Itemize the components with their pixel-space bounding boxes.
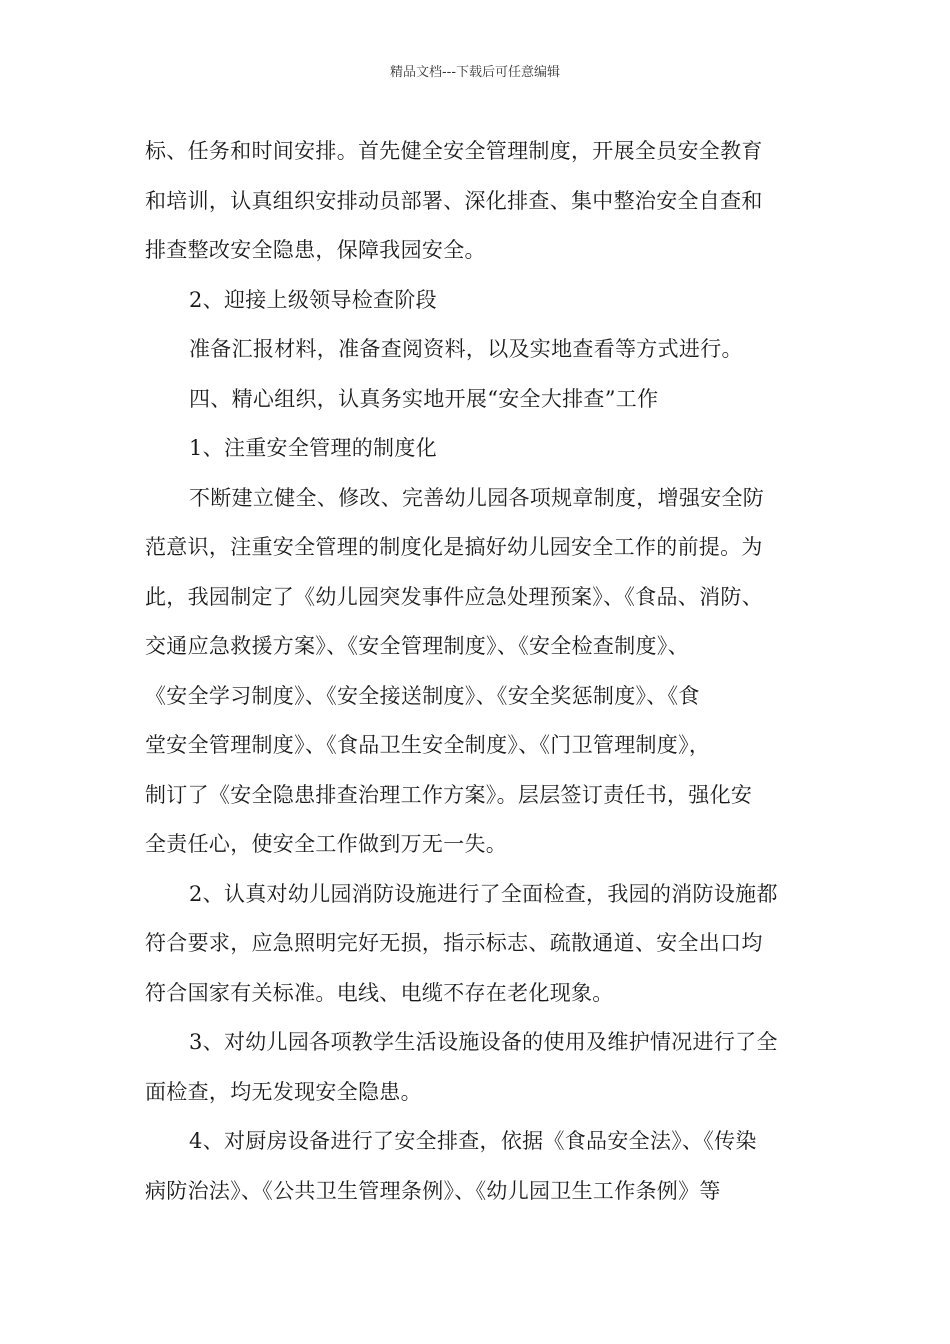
text-line: 准备汇报材料，准备查阅资料，以及实地查看等方式进行。	[189, 337, 743, 361]
page-header: 精品文档---下载后可任意编辑	[389, 65, 561, 80]
text-line: 和培训，认真组织安排动员部署、深化排查、集中整治安全自查和	[145, 188, 763, 213]
text-line: 病防治法》、《公共卫生管理条例》、《幼儿园卫生工作条例》等	[145, 1178, 721, 1203]
text-line: 四、精心组织，认真务实地开展“安全大排查”工作	[189, 386, 659, 411]
text-line: 2、认真对幼儿园消防设施进行了全面检查，我园的消防设施都	[189, 881, 778, 906]
text-line: 3、对幼儿园各项教学生活设施设备的使用及维护情况进行了全	[189, 1030, 778, 1054]
text-line: 《安全学习制度》、《安全接送制度》、《安全奖惩制度》、《食	[145, 683, 700, 708]
text-line: 排查整改安全隐患，保障我园安全。	[145, 238, 486, 262]
text-line: 全责任心，使安全工作做到万无一失。	[145, 832, 508, 856]
text-line: 此，我园制定了《幼儿园突发事件应急处理预案》、《食品、消防、	[145, 584, 763, 609]
text-line: 4、对厨房设备进行了安全排查，依据《食品安全法》、《传染	[189, 1129, 757, 1153]
text-line: 面检查，均无发现安全隐患。	[145, 1079, 422, 1104]
text-line: 标、任务和时间安排。首先健全安全管理制度，开展全员安全教育	[145, 139, 763, 163]
text-line: 1、注重安全管理的制度化	[189, 436, 437, 460]
text-line: 堂安全管理制度》、《食品卫生安全制度》、《门卫管理制度》，	[145, 733, 711, 757]
text-line: 符合国家有关标准。电线、电缆不存在老化现象。	[145, 980, 614, 1005]
text-line: 2、迎接上级领导检查阶段	[189, 287, 437, 312]
document-body	[145, 127, 815, 1216]
text-line: 制订了《安全隐患排查治理工作方案》。层层签订责任书，强化安	[145, 782, 753, 807]
text-line: 交通应急救援方案》、《安全管理制度》、《安全检查制度》、	[145, 634, 689, 658]
text-line: 范意识，注重安全管理的制度化是搞好幼儿园安全工作的前提。为	[145, 535, 763, 559]
text-line: 符合要求，应急照明完好无损，指示标志、疏散通道、安全出口均	[145, 931, 763, 955]
text-line: 不断建立健全、修改、完善幼儿园各项规章制度，增强安全防	[189, 485, 765, 510]
